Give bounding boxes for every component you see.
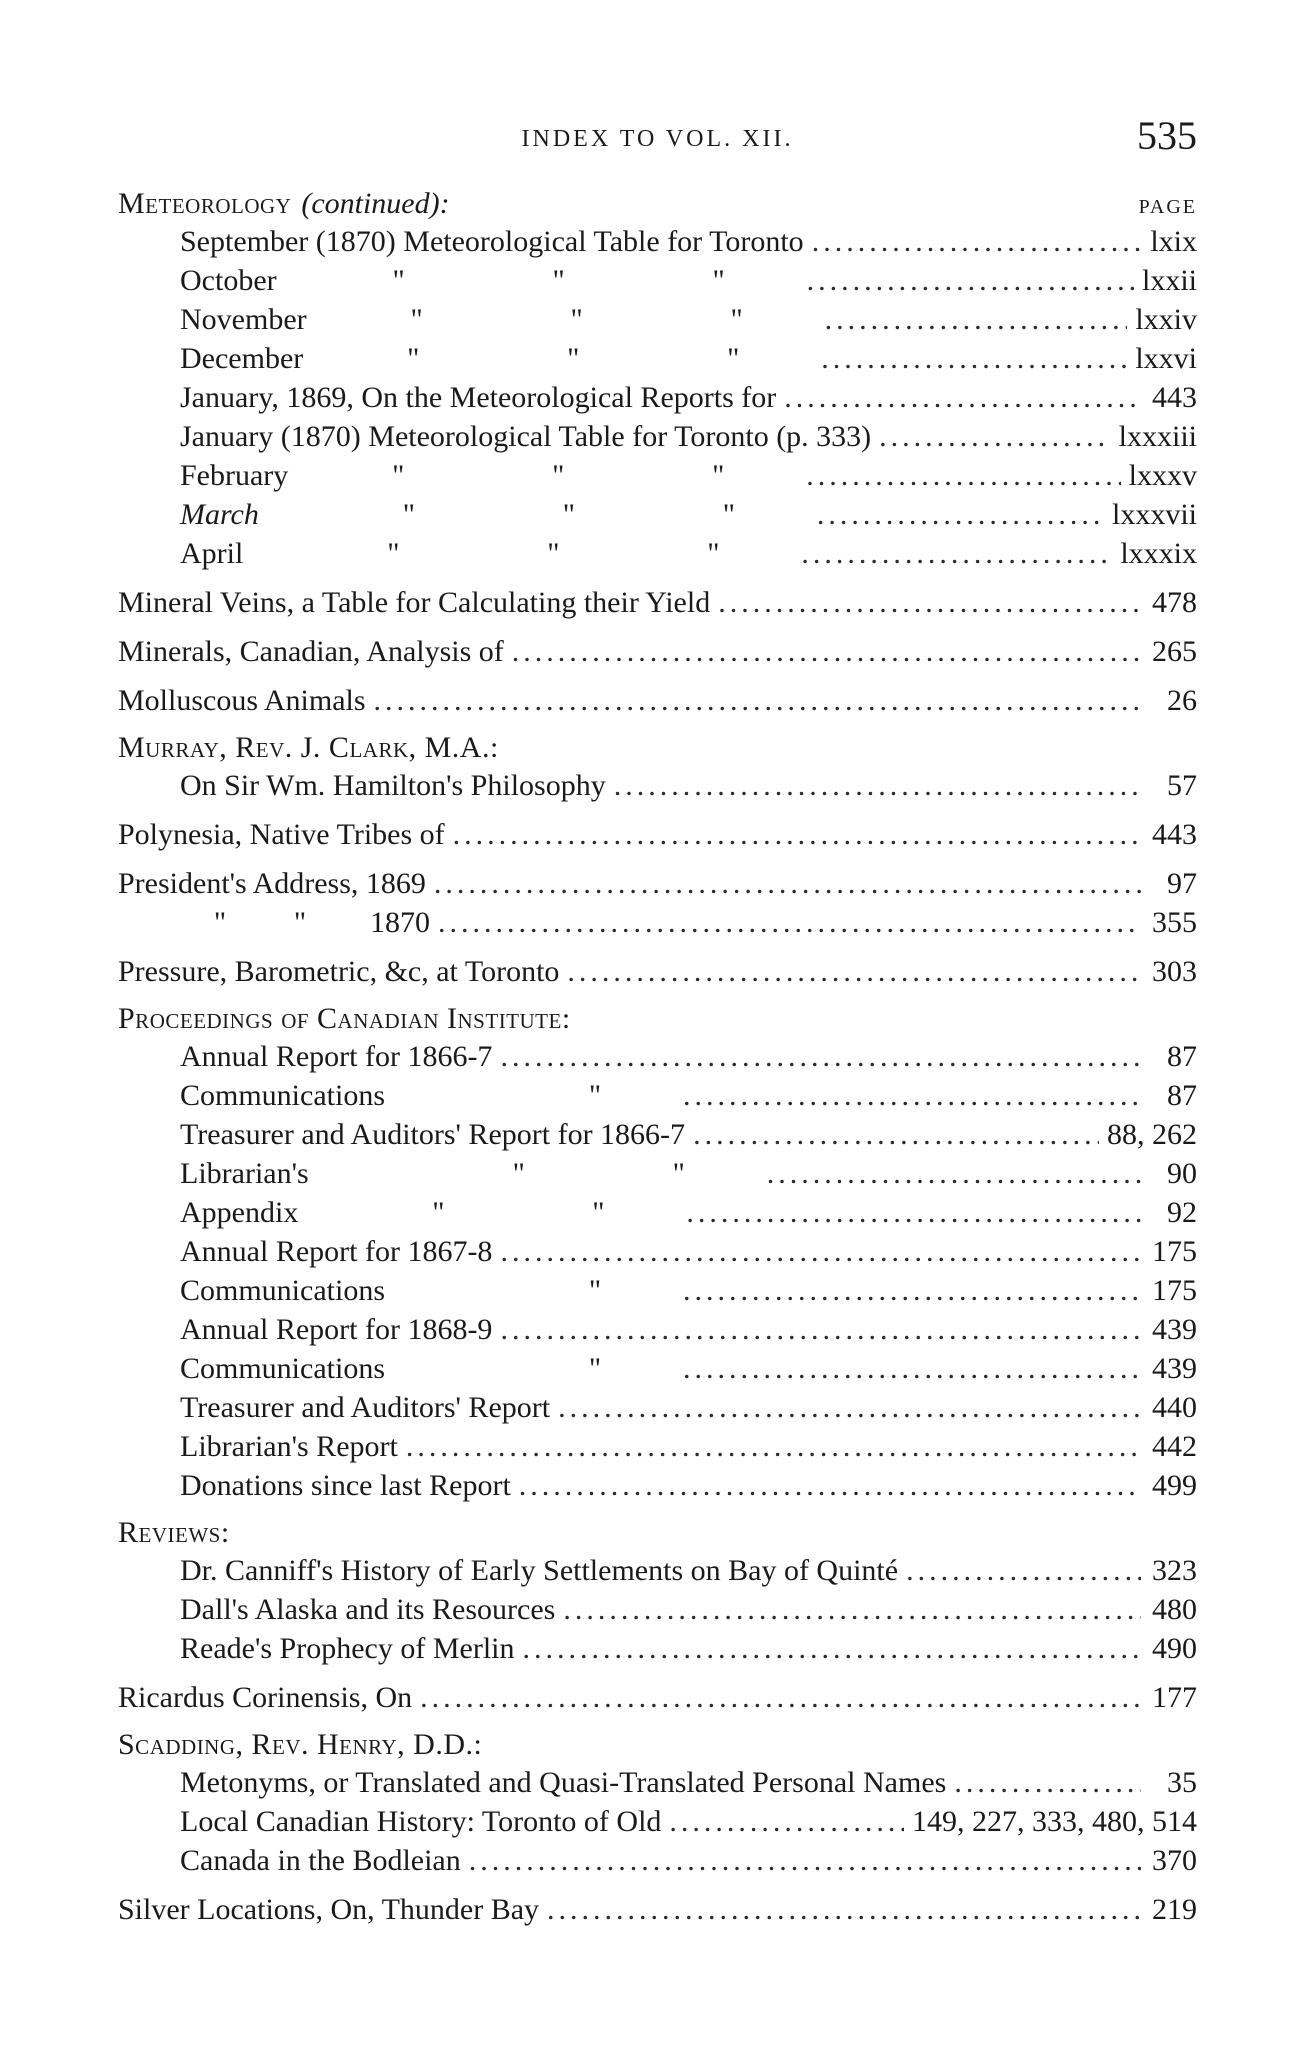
entry-label: Annual Report for 1868-9 [180,1313,493,1346]
dot-leader [374,681,1141,720]
dot-leader [807,261,1134,300]
dot-leader [812,222,1141,261]
ditto-mark: " [672,1157,685,1190]
index-entry [118,1890,1197,1929]
ditto-marks [309,1154,759,1193]
entry-page: 90 [1167,1157,1197,1190]
ditto-marks [277,261,799,300]
entry-page: 26 [1167,684,1197,717]
dot-leader [879,417,1110,456]
entry-page: 370 [1152,1844,1197,1877]
entry-label: Molluscous Animals [118,684,366,717]
ditto-marks [385,1349,675,1388]
ditto-mark: " [410,303,423,336]
ditto-mark: " [712,459,725,492]
page-number: 535 [1137,113,1197,158]
ditto-mark: " [552,459,565,492]
dot-leader [512,632,1141,671]
index-list [118,186,1197,1929]
entry-label: Communications [180,1079,385,1112]
index-entry [118,1001,1197,1037]
entry-label: Reade's Prophecy of Merlin [180,1632,515,1665]
entry-page: lxxii [1141,264,1197,297]
ditto-mark: " [707,537,720,570]
entry-label: Canada in the Bodleian [180,1844,461,1877]
entry-page: 490 [1152,1632,1197,1665]
entry-label: Appendix [180,1196,299,1229]
ditto-mark: " [293,906,307,939]
entry-label: February [180,459,289,492]
dot-leader [683,1349,1141,1388]
dot-leader [438,903,1141,942]
index-entry [118,1466,1197,1505]
entry-label: September (1870) Meteorological Table for Toronto [180,225,804,258]
entry-page: 87 [1167,1079,1197,1112]
dot-leader [806,456,1120,495]
entry-page: 87 [1167,1040,1197,1073]
ditto-mark: " [387,537,400,570]
entry-page: 175 [1152,1274,1197,1307]
index-entry [118,261,1197,300]
dot-leader [821,339,1127,378]
index-entry [118,534,1197,573]
entry-page: 323 [1152,1554,1197,1587]
ditto-mark: " [592,1196,605,1229]
entry-page: 478 [1152,586,1197,619]
entry-label: Dall's Alaska and its Resources [180,1593,556,1626]
index-entry [118,1551,1197,1590]
dot-leader [683,1076,1141,1115]
ditto-mark: " [402,498,415,531]
entry-label: Donations since last Report [180,1469,511,1502]
entry-heading: Meteorology [118,187,292,220]
ditto-marks [259,495,809,534]
entry-label: Ricardus Corinensis, On [118,1681,413,1714]
entry-page: 149, 227, 333, 480, 514 [912,1805,1197,1838]
dot-leader [718,583,1141,622]
entry-label: Annual Report for 1866-7 [180,1040,493,1073]
index-entry [118,1763,1197,1802]
entry-label: January (1870) Meteorological Table for Toronto (p. 333) [180,420,872,453]
entry-page: 499 [1152,1469,1197,1502]
dot-leader [434,864,1141,903]
page-column-label: PAGE [1138,196,1197,218]
index-entry [118,1841,1197,1880]
dot-leader [500,1310,1141,1349]
index-entry [118,583,1197,622]
index-entry [118,186,1197,222]
dot-leader [563,1590,1141,1629]
index-entry [118,766,1197,805]
index-entry [118,864,1197,903]
entry-label: Treasurer and Auditors' Report for 1866-7 [180,1118,686,1151]
index-entry [118,1629,1197,1668]
index-entry [118,417,1197,456]
entry-label: Pressure, Barometric, &c, at Toronto [118,955,560,988]
index-entry [118,456,1197,495]
dot-leader [683,1271,1141,1310]
ditto-marks [298,1193,678,1232]
entry-heading: Proceedings of Canadian Institute: [118,1002,571,1035]
entry-label: Silver Locations, On, Thunder Bay [118,1893,540,1926]
ditto-marks [385,1271,675,1310]
entry-page: 177 [1152,1681,1197,1714]
ditto-mark: " [432,1196,445,1229]
index-entry [118,730,1197,766]
index-entry [118,1193,1197,1232]
index-entry [118,1076,1197,1115]
entry-label: Librarian's [180,1157,309,1190]
dot-leader [669,1802,904,1841]
dot-leader [784,378,1141,417]
dot-leader [547,1890,1141,1929]
entry-heading: Murray, Rev. J. Clark, M.A.: [118,731,499,764]
entry-page: 92 [1167,1196,1197,1229]
ditto-mark: " [588,1352,602,1385]
ditto-mark: " [407,342,420,375]
dot-leader [906,1551,1141,1590]
entry-page: 480 [1152,1593,1197,1626]
ditto-mark: " [727,342,740,375]
dot-leader [767,1154,1141,1193]
dot-leader [558,1388,1141,1427]
ditto-marks [288,456,798,495]
ditto-mark: " [588,1079,602,1112]
index-entry [118,339,1197,378]
index-entry [118,222,1197,261]
entry-label: December [180,342,304,375]
ditto-mark: " [552,264,565,297]
ditto-marks [243,534,793,573]
entry-label: Communications [180,1274,385,1307]
entry-label: November [180,303,307,336]
entry-heading: Scadding, Rev. Henry, D.D.: [118,1728,483,1761]
ditto-mark: " [570,303,583,336]
entry-heading: Reviews: [118,1516,230,1549]
index-entry [118,1515,1197,1551]
dot-leader [453,815,1141,854]
index-entry [118,1154,1197,1193]
index-entry [118,1802,1197,1841]
entry-page: lxix [1150,225,1197,258]
entry-label: Dr. Canniff's History of Early Settlements on Bay of Quinté [180,1554,899,1587]
ditto-mark: " [588,1274,602,1307]
ditto-mark: " [567,342,580,375]
entry-label: Metonyms, or Translated and Quasi-Translated Personal Names [180,1766,947,1799]
ditto-mark: " [562,498,575,531]
entry-page: 35 [1167,1766,1197,1799]
index-entry [118,1310,1197,1349]
entry-page: lxxxv [1128,459,1197,492]
entry-page: lxxiv [1135,303,1197,336]
entry-heading-continued: (continued): [301,187,450,220]
dot-leader [469,1841,1141,1880]
entry-page: 303 [1152,955,1197,988]
entry-label: Librarian's Report [180,1430,398,1463]
dot-leader [519,1466,1141,1505]
index-entry [118,681,1197,720]
entry-label: 1870 [370,906,430,939]
running-header [118,112,1197,162]
entry-label: On Sir Wm. Hamilton's Philosophy [180,769,606,802]
index-entry [118,1678,1197,1717]
entry-page: 439 [1152,1352,1197,1385]
index-entry [118,1232,1197,1271]
entry-page: 265 [1152,635,1197,668]
entry-label: Annual Report for 1867-8 [180,1235,493,1268]
entry-page: lxxxvii [1111,498,1197,531]
entry-page: lxxxiii [1118,420,1197,453]
dot-leader [825,300,1128,339]
index-entry [118,815,1197,854]
index-entry [118,632,1197,671]
dot-leader [406,1427,1141,1466]
ditto-marks [385,1076,675,1115]
entry-page: 97 [1167,867,1197,900]
index-entry [118,1349,1197,1388]
entry-page: 88, 262 [1107,1118,1197,1151]
entry-page: lxxvi [1135,342,1197,375]
ditto-marks [307,300,817,339]
index-entry [118,903,1197,942]
ditto-mark: " [512,1157,525,1190]
entry-label: Local Canadian History: Toronto of Old [180,1805,662,1838]
index-entry [118,1727,1197,1763]
entry-label: President's Address, 1869 [118,867,426,900]
dot-leader [686,1193,1141,1232]
index-entry [118,1590,1197,1629]
ditto-marks [303,339,813,378]
entry-page: 175 [1152,1235,1197,1268]
entry-page: 355 [1152,906,1197,939]
dot-leader [614,766,1141,805]
dot-leader [954,1763,1141,1802]
entry-page: 439 [1152,1313,1197,1346]
ditto-mark: " [730,303,743,336]
dot-leader [693,1115,1099,1154]
dot-leader [567,952,1141,991]
index-entry [118,1427,1197,1466]
entry-page: 219 [1152,1893,1197,1926]
entry-page: 57 [1167,769,1197,802]
entry-page: 443 [1152,818,1197,851]
entry-label: Communications [180,1352,385,1385]
entry-label: Mineral Veins, a Table for Calculating their Yield [118,586,711,619]
dot-leader [522,1629,1141,1668]
index-entry [118,952,1197,991]
entry-label: January, 1869, On the Meteorological Reports for [180,381,777,414]
header-title: INDEX TO VOL. XII. [521,126,794,152]
entry-label: Minerals, Canadian, Analysis of [118,635,504,668]
dot-leader [500,1037,1141,1076]
dot-leader [500,1232,1141,1271]
ditto-marks [180,903,340,942]
ditto-mark: " [213,906,227,939]
index-entry [118,378,1197,417]
entry-label: Treasurer and Auditors' Report [180,1391,551,1424]
index-entry [118,1037,1197,1076]
index-entry [118,1271,1197,1310]
dot-leader [801,534,1112,573]
entry-page: lxxxix [1120,537,1197,570]
ditto-mark: " [392,459,405,492]
index-entry [118,495,1197,534]
ditto-mark: " [712,264,725,297]
entry-label: March [180,498,259,531]
entry-page: 440 [1152,1391,1197,1424]
entry-page: 443 [1152,381,1197,414]
entry-label: October [180,264,277,297]
index-entry [118,1115,1197,1154]
ditto-mark: " [547,537,560,570]
index-entry [118,300,1197,339]
index-entry [118,1388,1197,1427]
entry-label: Polynesia, Native Tribes of [118,818,445,851]
dot-leader [817,495,1104,534]
ditto-mark: " [722,498,735,531]
entry-label: April [180,537,244,570]
entry-page: 442 [1152,1430,1197,1463]
ditto-mark: " [392,264,405,297]
dot-leader [420,1678,1141,1717]
